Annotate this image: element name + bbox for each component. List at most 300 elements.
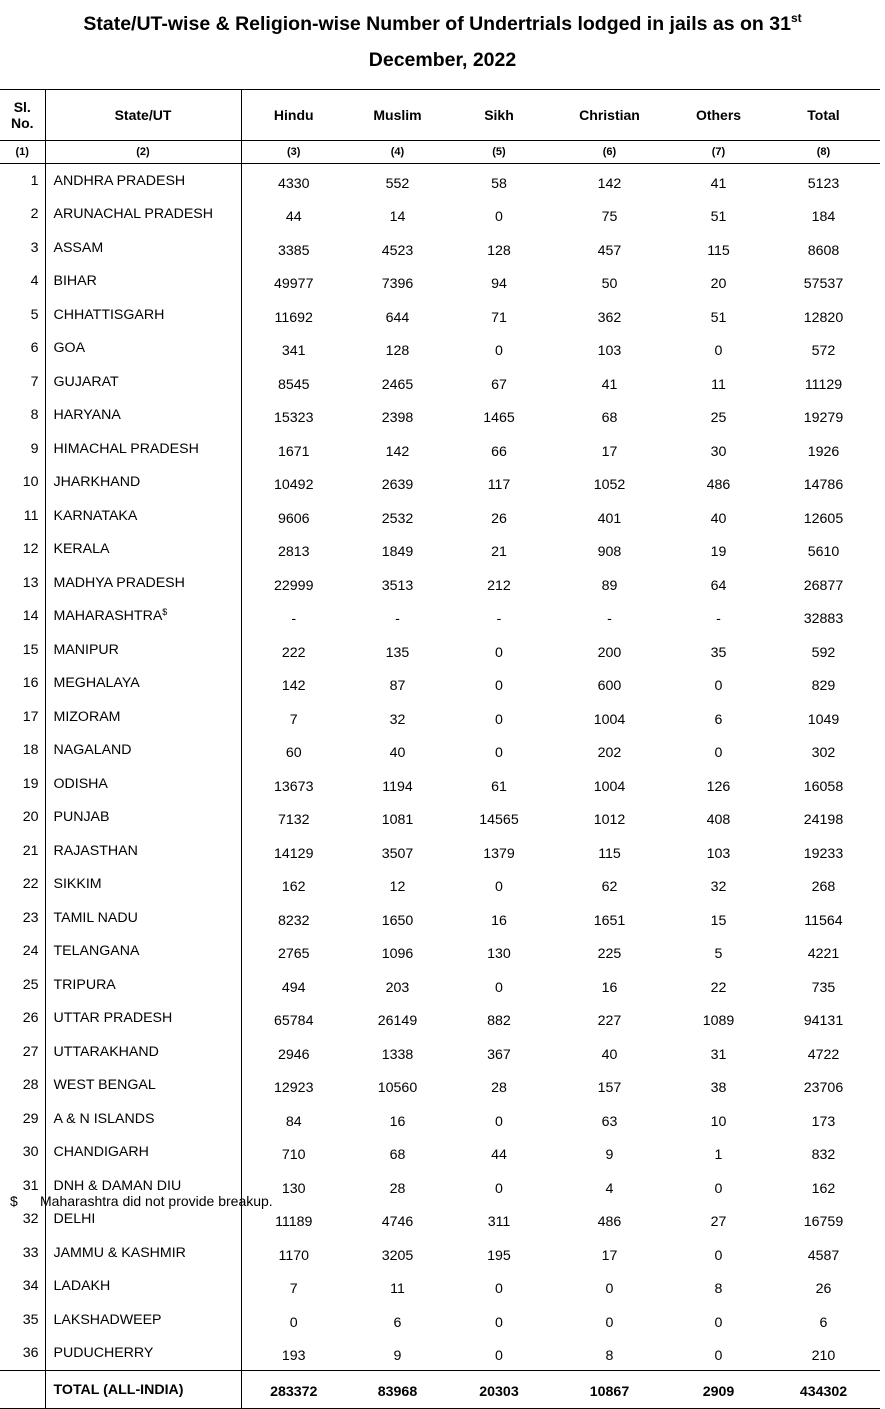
cell-hindu-text: 12923: [274, 1080, 314, 1097]
cell-state-text: TAMIL NADU: [53, 909, 138, 926]
table-row: [0, 1236, 880, 1270]
cell-hindu: [241, 332, 346, 366]
cell-sikh-text: 311: [487, 1214, 511, 1231]
cell-state-text: JAMMU & KASHMIR: [53, 1244, 186, 1261]
cell-state-text: RAJASTHAN: [53, 842, 138, 859]
cell-christian: [549, 466, 670, 500]
cell-muslim-text: 1081: [381, 812, 414, 829]
cell-sikh-text: 0: [495, 644, 503, 661]
cell-others-text: 5: [714, 946, 723, 963]
cell-muslim-text: 1096: [381, 946, 414, 963]
cell-muslim-text: 3205: [381, 1247, 414, 1264]
cell-total: [767, 734, 880, 768]
cell-others-text: 103: [706, 845, 731, 862]
cell-sikh: [449, 968, 549, 1002]
cell-muslim: [346, 466, 449, 500]
cell-christian: [549, 533, 670, 567]
cell-sikh-text: 212: [487, 577, 511, 594]
cell-sikh-text: 26: [491, 510, 507, 527]
header-sl-no: [0, 90, 45, 141]
table-row: [0, 968, 880, 1002]
cell-sikh: [449, 298, 549, 332]
cell-hindu-text: 341: [281, 343, 306, 360]
cell-hindu-text: -: [291, 611, 297, 628]
cell-hindu: [241, 1337, 346, 1371]
cell-sl: [0, 1102, 45, 1136]
cell-hindu: [241, 365, 346, 399]
cell-sl: [0, 533, 45, 567]
cell-others: [670, 231, 767, 265]
cell-hindu: [241, 1069, 346, 1103]
cell-muslim-text: 2465: [381, 376, 414, 393]
cell-sikh: [449, 834, 549, 868]
cell-muslim: [346, 1337, 449, 1371]
cell-hindu-text: 10492: [274, 477, 314, 494]
colnum-3: (3): [241, 141, 346, 164]
cell-christian: [549, 868, 670, 902]
cell-muslim-text: 4746: [381, 1214, 414, 1231]
title-line-1: [0, 6, 885, 42]
cell-christian: [549, 1337, 670, 1371]
cell-total-text: 12605: [803, 510, 844, 527]
cell-sl-text: 1: [30, 172, 39, 189]
cell-state: [45, 868, 241, 902]
cell-hindu: [241, 265, 346, 299]
cell-christian: [549, 968, 670, 1002]
cell-others-text: 11: [711, 376, 726, 393]
cell-state-text: CHHATTISGARH: [53, 306, 165, 323]
cell-state: [45, 1270, 241, 1304]
table-row: [0, 566, 880, 600]
table-row: [0, 801, 880, 835]
cell-christian: [549, 935, 670, 969]
cell-christian: [549, 600, 670, 634]
cell-total: [767, 868, 880, 902]
cell-christian: [549, 164, 670, 198]
cell-christian: [549, 633, 670, 667]
cell-state-text: GUJARAT: [53, 373, 119, 390]
cell-hindu: [241, 164, 346, 198]
cell-hindu: [241, 935, 346, 969]
cell-sikh-text: 71: [491, 309, 507, 326]
cell-muslim-text: 3507: [381, 845, 414, 862]
cell-muslim-text: 3513: [381, 577, 414, 594]
cell-total: [767, 399, 880, 433]
header-others: Others: [670, 90, 767, 141]
cell-total: [767, 164, 880, 198]
cell-sikh-text: 0: [495, 1314, 503, 1331]
cell-total: [767, 533, 880, 567]
table-row: [0, 466, 880, 500]
cell-state-text: HARYANA: [53, 407, 121, 424]
cell-sl-text: 10: [22, 474, 39, 491]
table-row: [0, 231, 880, 265]
cell-total: [767, 801, 880, 835]
cell-sikh-text: 0: [495, 678, 503, 695]
cell-muslim: [346, 667, 449, 701]
cell-others: [670, 633, 767, 667]
cell-muslim: [346, 164, 449, 198]
cell-sl-text: 16: [22, 675, 39, 692]
cell-others: [670, 365, 767, 399]
cell-hindu-text: 7: [289, 711, 298, 728]
cell-total-text: 12820: [803, 309, 844, 326]
cell-others-text: 0: [714, 1247, 723, 1264]
cell-muslim-text: 26149: [377, 1013, 418, 1030]
cell-muslim: [346, 1002, 449, 1036]
colnum-1: (1): [0, 141, 45, 164]
header-state: State/UT: [45, 90, 241, 141]
cell-total-text: 5123: [807, 175, 840, 192]
cell-sikh-text: 16: [491, 912, 507, 929]
colnum-4: (4): [346, 141, 449, 164]
cell-sl-text: 21: [22, 842, 39, 859]
cell-state: [45, 566, 241, 600]
cell-total-text: 8608: [807, 242, 840, 259]
cell-sl: [0, 399, 45, 433]
cell-others: [670, 1169, 767, 1203]
cell-christian-text: 457: [597, 242, 622, 259]
cell-hindu: [241, 231, 346, 265]
cell-state-text: PUNJAB: [53, 809, 110, 826]
cell-muslim: [346, 633, 449, 667]
cell-others-text: 115: [707, 242, 730, 259]
cell-sikh: [449, 1203, 549, 1237]
cell-state: [45, 1002, 241, 1036]
cell-others: [670, 901, 767, 935]
cell-sl: [0, 298, 45, 332]
cell-sikh-text: 0: [495, 1281, 503, 1298]
cell-sl: [0, 935, 45, 969]
cell-sl: [0, 432, 45, 466]
cell-christian: [549, 231, 670, 265]
table-row: [0, 1303, 880, 1337]
cell-christian: [549, 1136, 670, 1170]
cell-sl: [0, 767, 45, 801]
cell-others: [670, 1069, 767, 1103]
cell-christian-text: 89: [601, 577, 618, 594]
cell-christian: [549, 265, 670, 299]
cell-sikh-text: 130: [487, 946, 511, 963]
cell-total-text: 26877: [803, 577, 844, 594]
cell-muslim-text: 1338: [381, 1046, 414, 1063]
cell-sikh: [449, 164, 549, 198]
cell-state-text: TELANGANA: [53, 943, 140, 960]
cell-others-text: 35: [710, 644, 727, 661]
cell-christian: [549, 1303, 670, 1337]
cell-total-text: 19279: [803, 410, 844, 427]
cell-muslim-text: 6: [393, 1314, 402, 1331]
footnote-text: Maharashtra did not provide breakup.: [40, 1193, 273, 1209]
cell-sl-text: 20: [22, 809, 39, 826]
cell-others-text: 27: [710, 1214, 727, 1231]
cell-christian-text: 41: [601, 376, 618, 393]
cell-others-text: 20: [710, 276, 727, 293]
cell-muslim: [346, 499, 449, 533]
cell-others: [670, 767, 767, 801]
cell-others-text: 32: [710, 879, 727, 896]
cell-sl: [0, 499, 45, 533]
cell-others-text: 15: [710, 912, 727, 929]
cell-others-text: 51: [710, 309, 727, 326]
table-row: [0, 901, 880, 935]
cell-hindu: [241, 901, 346, 935]
cell-muslim-text: -: [395, 611, 400, 628]
header-row: [0, 90, 880, 141]
cell-state-text: HIMACHAL PRADESH: [53, 440, 199, 457]
cell-sl-text: 12: [22, 541, 39, 558]
cell-christian: [549, 734, 670, 768]
cell-others-text: 19: [710, 544, 727, 561]
cell-others-text: 64: [710, 577, 727, 594]
cell-sl-text: 22: [22, 876, 39, 893]
cell-christian-text: 200: [597, 644, 622, 661]
cell-others-text: 31: [710, 1046, 727, 1063]
cell-sikh: [449, 1102, 549, 1136]
cell-total-text: 5610: [807, 544, 840, 561]
table-row: [0, 164, 880, 198]
cell-total: [767, 633, 880, 667]
cell-others-text: -: [716, 611, 721, 628]
cell-sl: [0, 1035, 45, 1069]
cell-state: [45, 399, 241, 433]
cell-hindu: [241, 1303, 346, 1337]
cell-sikh: [449, 935, 549, 969]
cell-others: [670, 1035, 767, 1069]
cell-total: [767, 198, 880, 232]
cell-total: [767, 667, 880, 701]
cell-total: [767, 1169, 880, 1203]
cell-others-text: 41: [710, 175, 727, 192]
cell-others: [670, 1236, 767, 1270]
cell-state-text: UTTARAKHAND: [53, 1043, 159, 1060]
cell-muslim-text: 9: [393, 1348, 402, 1365]
cell-hindu: [241, 734, 346, 768]
cell-state: [45, 968, 241, 1002]
cell-christian: [549, 198, 670, 232]
cell-sl-text: 15: [22, 641, 39, 658]
cell-hindu-text: 2946: [277, 1046, 310, 1063]
cell-state-text: BIHAR: [53, 273, 97, 290]
cell-muslim: [346, 533, 449, 567]
cell-total-text: 162: [811, 1180, 836, 1197]
cell-others: [670, 298, 767, 332]
cell-muslim: [346, 399, 449, 433]
cell-total-text: 16759: [803, 1214, 844, 1231]
cell-muslim: [346, 834, 449, 868]
cell-muslim-text: 1194: [382, 778, 413, 795]
cell-hindu-text: 65784: [274, 1013, 314, 1030]
cell-muslim: [346, 1270, 449, 1304]
table-row: [0, 1069, 880, 1103]
table-row: [0, 265, 880, 299]
cell-total-text: 94131: [803, 1013, 844, 1030]
cell-hindu: [241, 801, 346, 835]
cell-sl: [0, 466, 45, 500]
cell-hindu-text: 1671: [277, 443, 310, 460]
cell-muslim-text: 2398: [381, 410, 414, 427]
table-row: [0, 499, 880, 533]
cell-muslim: [346, 868, 449, 902]
cell-total-text: 26: [815, 1281, 832, 1298]
cell-sl-text: 31: [22, 1177, 39, 1194]
cell-sl: [0, 231, 45, 265]
cell-muslim-text: 1650: [381, 912, 414, 929]
cell-muslim: [346, 432, 449, 466]
cell-state-text: DNH & DAMAN DIU: [53, 1177, 182, 1194]
cell-hindu-text: 13673: [274, 778, 314, 795]
cell-total: [767, 700, 880, 734]
cell-christian: [549, 365, 670, 399]
cell-total-text: 4587: [807, 1247, 840, 1264]
cell-muslim: [346, 1169, 449, 1203]
cell-christian: [549, 499, 670, 533]
table-row: [0, 399, 880, 433]
undertrials-table: [0, 89, 880, 1409]
cell-sikh-text: 0: [495, 1113, 503, 1130]
cell-sl-text: 23: [22, 909, 39, 926]
cell-sl: [0, 834, 45, 868]
table-row: [0, 767, 880, 801]
cell-others: [670, 466, 767, 500]
cell-others: [670, 734, 767, 768]
cell-christian-text: 908: [597, 544, 622, 561]
cell-muslim-text: 552: [385, 175, 410, 192]
cell-hindu: [241, 1002, 346, 1036]
header-christian: Christian: [549, 90, 670, 141]
cell-sl: [0, 1337, 45, 1371]
cell-hindu: [241, 399, 346, 433]
cell-hindu-text: 1170: [278, 1247, 309, 1264]
cell-others-text: 486: [706, 477, 731, 494]
cell-total-text: 210: [811, 1348, 836, 1365]
cell-muslim: [346, 298, 449, 332]
cell-muslim: [346, 700, 449, 734]
cell-total: [767, 834, 880, 868]
cell-muslim: [346, 767, 449, 801]
cell-sl-text: 19: [22, 775, 39, 792]
cell-total-text: 268: [811, 879, 836, 896]
cell-total: [767, 1035, 880, 1069]
cell-sikh-text: 0: [495, 711, 503, 728]
cell-christian-text: 0: [605, 1314, 614, 1331]
cell-sl-text: 34: [22, 1278, 39, 1295]
cell-muslim: [346, 734, 449, 768]
cell-muslim-text: 28: [389, 1180, 406, 1197]
cell-sl: [0, 164, 45, 198]
cell-total: [767, 1102, 880, 1136]
cell-state: [45, 231, 241, 265]
cell-state: [45, 533, 241, 567]
cell-sikh-text: 0: [495, 209, 503, 226]
cell-sikh-text: 21: [491, 544, 507, 561]
cell-sl-text: 9: [30, 440, 39, 457]
cell-christian: [549, 667, 670, 701]
cell-sl-text: 4: [30, 273, 39, 290]
cell-hindu-text: 11189: [275, 1214, 313, 1231]
cell-muslim-text: 644: [385, 309, 410, 326]
cell-total: [767, 1069, 880, 1103]
cell-sl-text: 6: [30, 340, 39, 357]
cell-total-text: 572: [811, 343, 836, 360]
cell-state: [45, 1303, 241, 1337]
cell-muslim-text: 2532: [381, 510, 414, 527]
cell-muslim-text: 10560: [377, 1080, 418, 1097]
cell-sl: [0, 868, 45, 902]
cell-sikh-text: 367: [487, 1046, 511, 1063]
cell-christian-text: 1052: [593, 477, 626, 494]
total-sikh: 20303: [449, 1371, 549, 1409]
cell-others: [670, 1337, 767, 1371]
cell-sl-text: 30: [22, 1144, 39, 1161]
cell-others: [670, 432, 767, 466]
cell-others-text: 126: [706, 778, 731, 795]
header-muslim: Muslim: [346, 90, 449, 141]
cell-sl: [0, 332, 45, 366]
cell-sikh: [449, 801, 549, 835]
cell-christian-text: 1004: [593, 711, 626, 728]
cell-christian-text: 202: [597, 745, 622, 762]
cell-hindu-text: 7: [289, 1281, 298, 1298]
cell-others: [670, 700, 767, 734]
table-body: [0, 164, 880, 1371]
cell-christian-text: 1651: [593, 912, 626, 929]
cell-sikh: [449, 198, 549, 232]
cell-sikh: [449, 231, 549, 265]
cell-hindu-text: 7132: [277, 812, 310, 829]
cell-state-text: NAGALAND: [53, 742, 132, 759]
cell-christian-text: 40: [601, 1046, 618, 1063]
table-header: [0, 90, 880, 164]
cell-sl-text: 33: [22, 1244, 39, 1261]
cell-sikh-text: 0: [495, 879, 503, 896]
cell-state: [45, 298, 241, 332]
cell-christian-text: 8: [605, 1348, 614, 1365]
cell-sikh: [449, 399, 549, 433]
cell-others: [670, 968, 767, 1002]
colnum-5: (5): [449, 141, 549, 164]
cell-state-text: SIKKIM: [53, 876, 102, 893]
cell-christian-text: -: [607, 611, 612, 628]
cell-sikh: [449, 767, 549, 801]
cell-muslim-text: 128: [385, 343, 410, 360]
cell-sikh: [449, 868, 549, 902]
cell-state-text: KERALA: [53, 541, 110, 558]
table-row: [0, 700, 880, 734]
cell-sl-text: 13: [22, 574, 39, 591]
cell-total-text: 19233: [803, 845, 844, 862]
cell-hindu-text: 2813: [277, 544, 310, 561]
cell-total: [767, 1270, 880, 1304]
cell-state-text: MANIPUR: [53, 641, 119, 658]
cell-muslim: [346, 600, 449, 634]
cell-total: [767, 365, 880, 399]
table-row: [0, 432, 880, 466]
cell-hindu-text: 11692: [274, 309, 313, 326]
cell-hindu-text: 193: [281, 1348, 306, 1365]
cell-hindu: [241, 499, 346, 533]
cell-christian: [549, 767, 670, 801]
cell-muslim-text: 4523: [381, 242, 414, 259]
cell-christian: [549, 566, 670, 600]
cell-hindu: [241, 600, 346, 634]
cell-christian-text: 0: [605, 1281, 614, 1298]
column-number-row: [0, 141, 880, 164]
table-row: [0, 734, 880, 768]
cell-christian-text: 17: [601, 1247, 618, 1264]
table-row: [0, 633, 880, 667]
cell-christian-text: 1012: [593, 812, 626, 829]
